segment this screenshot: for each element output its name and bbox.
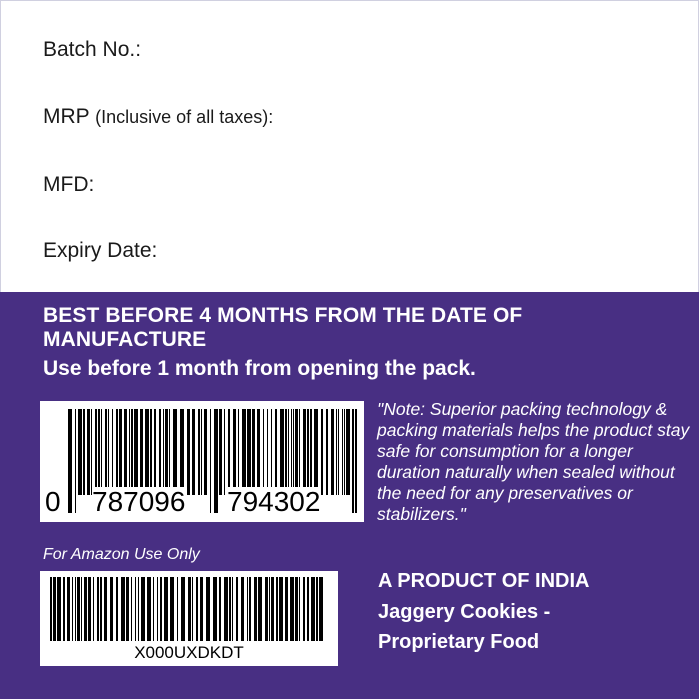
- barcode-bar: [140, 409, 143, 495]
- barcode-bar: [135, 577, 136, 641]
- barcode-bar: [180, 409, 184, 495]
- barcode-bar: [112, 409, 113, 495]
- barcode-bar: [219, 577, 221, 641]
- barcode-bar: [159, 409, 161, 495]
- barcode-bar: [78, 409, 82, 495]
- barcode-bar: [116, 409, 118, 495]
- barcode-bar: [75, 577, 76, 641]
- barcode-bar: [275, 409, 277, 495]
- barcode-bar: [271, 577, 274, 641]
- barcode-bar: [355, 409, 357, 513]
- barcode-bar: [170, 577, 174, 641]
- barcode-bar: [254, 577, 257, 641]
- barcode-bar: [198, 409, 200, 495]
- barcode-bar: [331, 409, 334, 495]
- barcode-bar: [206, 577, 210, 641]
- barcode-bar: [188, 577, 191, 641]
- barcode-bar: [265, 577, 268, 641]
- barcode-bar: [210, 409, 211, 513]
- barcode-bar: [173, 409, 177, 495]
- barcode-bar: [224, 409, 225, 495]
- barcode-bar: [129, 409, 130, 495]
- fnsku-code: X000UXDKDT: [134, 643, 244, 662]
- barcode-bar: [157, 577, 158, 641]
- barcode-bar: [192, 409, 195, 495]
- barcode-bar: [134, 409, 138, 495]
- barcode-bar: [236, 577, 238, 641]
- barcode-bar: [126, 577, 129, 641]
- barcode-bar: [293, 409, 294, 495]
- barcode-bar: [310, 409, 312, 495]
- barcode-bar: [141, 577, 145, 641]
- barcode-bar: [279, 577, 283, 641]
- barcode-bar: [224, 577, 228, 641]
- barcode-bar: [303, 409, 306, 495]
- barcode-bar: [124, 409, 127, 495]
- barcode-bar: [307, 577, 309, 641]
- barcode-bar: [110, 577, 113, 641]
- barcode-bar: [192, 577, 193, 641]
- barcode-bar: [88, 577, 91, 641]
- barcode-bar: [145, 409, 149, 495]
- product-name: Jaggery Cookies -: [378, 601, 551, 623]
- barcode-bar: [336, 409, 337, 495]
- barcode-bar: [285, 409, 287, 495]
- barcode-bar: [57, 577, 61, 641]
- barcode-bar: [81, 577, 82, 641]
- barcode-bar: [311, 577, 315, 641]
- barcode-bar: [138, 577, 139, 641]
- barcode-bar: [228, 409, 230, 495]
- barcode-bar: [101, 409, 102, 495]
- barcode-bar: [241, 577, 244, 641]
- product-category: Proprietary Food: [378, 631, 540, 653]
- barcode-bar: [84, 577, 87, 641]
- label-info-panel: [0, 0, 699, 292]
- barcode-bar: [63, 577, 65, 641]
- mfd-field: MFD:: [43, 173, 95, 196]
- barcode-bar: [263, 409, 264, 495]
- upc-first-digit: 0: [45, 486, 61, 517]
- barcode-bar: [75, 409, 76, 513]
- barcode-bar: [87, 409, 90, 495]
- barcode-bar: [214, 409, 218, 513]
- barcode-bar: [238, 409, 239, 495]
- barcode-bar: [344, 409, 345, 495]
- upc-right-digits: 794302: [227, 486, 321, 517]
- barcode-bar: [249, 577, 251, 641]
- barcode-bar: [232, 577, 233, 641]
- barcode-bar: [233, 409, 236, 495]
- barcode-bar: [201, 409, 202, 495]
- barcode-bar: [276, 577, 278, 641]
- barcode-bar: [93, 577, 94, 641]
- barcode-bar: [68, 409, 72, 513]
- barcode-bar: [252, 409, 255, 495]
- barcode-bar: [147, 577, 151, 641]
- label-purple-panel: [0, 292, 699, 699]
- barcode-bar: [267, 409, 268, 495]
- barcode-bar: [165, 409, 168, 495]
- barcode-bar: [50, 577, 52, 641]
- barcode-bar: [164, 577, 168, 641]
- barcode-bar: [160, 577, 162, 641]
- packing-note: "Note: Superior packing technology & packing materials helps the product stay safe for consumption for a longer duration naturally when sealed without the need for any preservatives or stabilizers.": [377, 399, 690, 524]
- barcode-bar: [83, 409, 85, 495]
- barcode-bar: [104, 577, 107, 641]
- barcode-bar: [352, 409, 354, 513]
- barcode-bar: [72, 577, 73, 641]
- barcode-bar: [121, 577, 125, 641]
- barcode-bar: [321, 409, 323, 495]
- barcode-bar: [280, 409, 284, 495]
- barcode-bar: [119, 409, 122, 495]
- barcode-bar: [67, 577, 70, 641]
- barcode-bar: [116, 577, 118, 641]
- barcode-bar: [242, 409, 246, 495]
- barcode-bar: [154, 409, 156, 495]
- barcode-bar: [219, 409, 222, 495]
- upc-left-digits: 787096: [92, 486, 186, 517]
- barcode-bar: [346, 409, 350, 495]
- barcode-bar: [77, 577, 80, 641]
- barcode-bar: [247, 577, 248, 641]
- mrp-label: MRP: [43, 105, 90, 128]
- barcode-bar: [100, 577, 102, 641]
- barcode-bar: [257, 409, 260, 495]
- fnsku-barcode: [40, 571, 338, 666]
- barcode-bar: [53, 577, 56, 641]
- barcode-bar: [299, 577, 300, 641]
- barcode-bar: [131, 409, 133, 495]
- barcode-bar: [319, 577, 323, 641]
- batch-number-field: Batch No.:: [43, 38, 142, 61]
- barcode-bar: [314, 409, 318, 495]
- barcode-bar: [196, 577, 198, 641]
- barcode-bar: [91, 409, 92, 495]
- barcode-bar: [295, 409, 298, 495]
- barcode-bar: [97, 577, 99, 641]
- barcode-bar: [285, 577, 288, 641]
- barcode-bar: [105, 409, 107, 495]
- barcode-bar: [131, 577, 132, 641]
- barcode-bar: [153, 577, 154, 641]
- best-before-heading-cont: MANUFACTURE: [43, 328, 207, 351]
- barcode-bar: [213, 577, 217, 641]
- barcode-bar: [303, 577, 305, 641]
- barcode-bar: [338, 409, 339, 495]
- expiry-date-field: Expiry Date:: [43, 239, 158, 262]
- barcode-bar: [98, 409, 100, 495]
- barcode-bar: [177, 577, 178, 641]
- barcode-bar: [187, 409, 190, 495]
- barcode-bar: [299, 409, 300, 495]
- barcode-bar: [316, 577, 318, 641]
- barcode-bar: [95, 409, 97, 495]
- best-before-heading: BEST BEFORE 4 MONTHS FROM THE DATE OF: [43, 304, 523, 327]
- barcode-bar: [108, 409, 109, 495]
- mrp-tax-note: (Inclusive of all taxes):: [95, 107, 274, 127]
- barcode-bar: [200, 577, 203, 641]
- barcode-bar: [271, 409, 272, 495]
- barcode-bar: [342, 409, 343, 495]
- barcode-bar: [291, 409, 292, 495]
- barcode-bar: [150, 409, 152, 495]
- barcode-bar: [181, 577, 185, 641]
- use-before-text: Use before 1 month from opening the pack.: [43, 357, 476, 380]
- barcode-bar: [169, 409, 170, 495]
- barcode-bar: [229, 577, 231, 641]
- amazon-use-label: For Amazon Use Only: [43, 546, 200, 563]
- barcode-bar: [163, 409, 164, 495]
- barcode-bar: [204, 409, 207, 495]
- barcode-bar: [269, 577, 270, 641]
- barcode-bar: [290, 577, 294, 641]
- barcode-bar: [295, 577, 298, 641]
- barcode-bar: [288, 409, 289, 495]
- barcode-bar: [307, 409, 309, 495]
- barcode-bar: [326, 409, 328, 495]
- barcode-bar: [258, 577, 262, 641]
- origin-text: A PRODUCT OF INDIA: [378, 570, 590, 592]
- mrp-field: [43, 105, 273, 129]
- barcode-bar: [247, 409, 251, 495]
- upc-barcode: [40, 401, 364, 522]
